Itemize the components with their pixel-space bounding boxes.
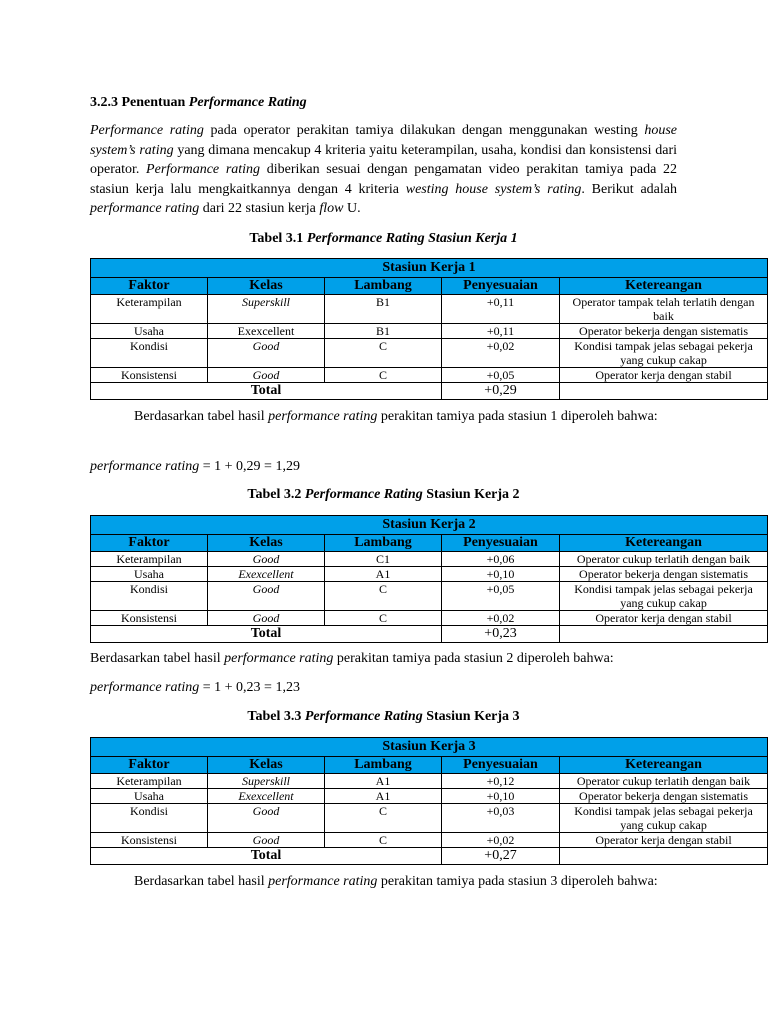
italic-term: performance rating — [90, 201, 200, 216]
column-header: Kelas — [208, 278, 325, 295]
column-header: Lambang — [325, 757, 442, 774]
kelas-cell: Good — [208, 339, 325, 368]
text-run: U. — [343, 201, 361, 216]
section-title: Performance Rating — [188, 95, 307, 110]
penyesuaian-cell: +0,05 — [442, 582, 560, 611]
penyesuaian-cell: +0,11 — [442, 324, 560, 339]
intro-paragraph — [90, 121, 677, 219]
keterangan-cell: Operator kerja dengan stabil — [560, 611, 768, 626]
lambang-cell: C — [325, 582, 442, 611]
faktor-cell: Keterampilan — [91, 774, 208, 789]
text-run: dari 22 stasiun kerja — [199, 201, 320, 216]
text-run: perakitan tamiya pada stasiun 3 diperoleh bahwa: — [377, 874, 658, 889]
table-header-row — [91, 757, 768, 774]
lambang-cell: A1 — [325, 567, 442, 582]
kelas-cell: Good — [208, 582, 325, 611]
faktor-cell: Usaha — [91, 789, 208, 804]
station-header: Stasiun Kerja 2 — [91, 516, 768, 535]
total-value: +0,29 — [442, 383, 560, 400]
table-title-row — [91, 738, 768, 757]
faktor-cell: Keterampilan — [91, 295, 208, 324]
table-row — [91, 567, 768, 582]
total-empty — [560, 848, 768, 865]
faktor-cell: Kondisi — [91, 339, 208, 368]
table-row — [91, 552, 768, 567]
keterangan-cell: Operator cukup terlatih dengan baik — [560, 552, 768, 567]
italic-term: performance rating — [224, 651, 334, 666]
table-row — [91, 368, 768, 383]
table-header-row — [91, 535, 768, 552]
column-header: Faktor — [91, 757, 208, 774]
faktor-cell: Kondisi — [91, 582, 208, 611]
kelas-cell: Exexcellent — [208, 324, 325, 339]
text-run: perakitan tamiya pada stasiun 2 diperoleh bahwa: — [333, 651, 614, 666]
keterangan-cell: Operator kerja dengan stabil — [560, 368, 768, 383]
table-row — [91, 611, 768, 626]
performance-table-3 — [90, 737, 768, 865]
keterangan-cell: Kondisi tampak jelas sebagai pekerja yang cukup cakap — [560, 582, 768, 611]
table-row — [91, 295, 768, 324]
kelas-cell: Superskill — [208, 295, 325, 324]
table-row — [91, 774, 768, 789]
table-header-row — [91, 278, 768, 295]
column-header: Kelas — [208, 757, 325, 774]
penyesuaian-cell: +0,10 — [442, 789, 560, 804]
lambang-cell: C — [325, 833, 442, 848]
total-row — [91, 383, 768, 400]
italic-term: flow — [319, 201, 344, 216]
faktor-cell: Konsistensi — [91, 611, 208, 626]
kelas-cell: Exexcellent — [208, 567, 325, 582]
text-run: Berdasarkan tabel hasil — [90, 651, 225, 666]
text-run: . Berikut adalah — [581, 181, 677, 197]
kelas-cell: Exexcellent — [208, 789, 325, 804]
table-title-row — [91, 516, 768, 535]
section-heading — [90, 94, 307, 112]
lambang-cell: C — [325, 804, 442, 833]
total-value: +0,23 — [442, 626, 560, 643]
text-run: Berdasarkan tabel hasil — [134, 874, 269, 889]
total-row — [91, 626, 768, 643]
kelas-cell: Good — [208, 368, 325, 383]
lambang-cell: B1 — [325, 295, 442, 324]
kelas-cell: Good — [208, 611, 325, 626]
italic-term: Performance rating — [146, 162, 261, 177]
faktor-cell: Konsistensi — [91, 833, 208, 848]
column-header: Lambang — [325, 278, 442, 295]
table-title-row — [91, 259, 768, 278]
formula-2: performance rating = 1 + 0,23 = 1,23 — [90, 680, 300, 695]
table-row — [91, 324, 768, 339]
total-label: Total — [91, 848, 442, 865]
column-header: Faktor — [91, 278, 208, 295]
keterangan-cell: Operator bekerja dengan sistematis — [560, 567, 768, 582]
text-run: yang dimana mencakup 4 kriteria yaitu keterampilan, usaha, kondisi dan konsistensi dari operator. — [90, 142, 678, 177]
faktor-cell: Kondisi — [91, 804, 208, 833]
italic-term: westing house system’s rating — [405, 181, 582, 197]
kelas-cell: Good — [208, 552, 325, 567]
penyesuaian-cell: +0,06 — [442, 552, 560, 567]
station-header: Stasiun Kerja 1 — [91, 259, 768, 278]
lambang-cell: C1 — [325, 552, 442, 567]
column-header: Ketereangan — [560, 757, 768, 774]
table-row — [91, 789, 768, 804]
total-empty — [560, 383, 768, 400]
penyesuaian-cell: +0,12 — [442, 774, 560, 789]
total-label: Total — [91, 626, 442, 643]
kelas-cell: Good — [208, 833, 325, 848]
italic-term: house system’s rating — [90, 123, 677, 158]
after-paragraph-3 — [90, 872, 677, 892]
lambang-cell: A1 — [325, 774, 442, 789]
total-value: +0,27 — [442, 848, 560, 865]
faktor-cell: Keterampilan — [91, 552, 208, 567]
keterangan-cell: Operator cukup terlatih dengan baik — [560, 774, 768, 789]
penyesuaian-cell: +0,10 — [442, 567, 560, 582]
table-row — [91, 804, 768, 833]
table-row — [91, 339, 768, 368]
keterangan-cell: Kondisi tampak jelas sebagai pekerja yang cukup cakap — [560, 804, 768, 833]
text-run: diberikan sesuai dengan pengamatan video perakitan tamiya pada 22 stasiun kerja lalu mengkaitkannya dengan 4 kriteria — [90, 162, 677, 197]
table-caption-3: Tabel 3.3 Performance Rating Stasiun Kerja 3 — [247, 709, 520, 724]
column-header: Penyesuaian — [442, 278, 560, 295]
table-row — [91, 582, 768, 611]
keterangan-cell: Kondisi tampak jelas sebagai pekerja yang cukup cakap — [560, 339, 768, 368]
keterangan-cell: Operator bekerja dengan sistematis — [560, 789, 768, 804]
column-header: Faktor — [91, 535, 208, 552]
faktor-cell: Usaha — [91, 567, 208, 582]
kelas-cell: Good — [208, 804, 325, 833]
column-header: Ketereangan — [560, 278, 768, 295]
lambang-cell: B1 — [325, 324, 442, 339]
penyesuaian-cell: +0,02 — [442, 833, 560, 848]
text-run: Berdasarkan tabel hasil — [134, 409, 269, 424]
column-header: Ketereangan — [560, 535, 768, 552]
penyesuaian-cell: +0,11 — [442, 295, 560, 324]
after-paragraph-2 — [90, 649, 677, 669]
italic-term: performance rating — [268, 409, 378, 424]
lambang-cell: C — [325, 339, 442, 368]
penyesuaian-cell: +0,03 — [442, 804, 560, 833]
italic-term: Performance rating — [90, 123, 204, 138]
italic-term: performance rating — [268, 874, 378, 889]
text-run: pada operator perakitan tamiya dilakukan dengan menggunakan westing — [203, 123, 645, 138]
table-caption-2: Tabel 3.2 Performance Rating Stasiun Kerja 2 — [247, 487, 520, 502]
total-label: Total — [91, 383, 442, 400]
total-empty — [560, 626, 768, 643]
keterangan-cell: Operator bekerja dengan sistematis — [560, 324, 768, 339]
keterangan-cell: Operator tampak telah terlatih dengan baik — [560, 295, 768, 324]
after-paragraph-1 — [90, 407, 677, 427]
penyesuaian-cell: +0,02 — [442, 339, 560, 368]
performance-table-2 — [90, 515, 768, 643]
section-number: 3.2.3 Penentuan — [90, 95, 189, 110]
column-header: Kelas — [208, 535, 325, 552]
lambang-cell: C — [325, 611, 442, 626]
performance-table-1 — [90, 258, 768, 400]
penyesuaian-cell: +0,02 — [442, 611, 560, 626]
penyesuaian-cell: +0,05 — [442, 368, 560, 383]
table-caption-1: Tabel 3.1 Performance Rating Stasiun Kerja 1 — [249, 231, 518, 246]
faktor-cell: Konsistensi — [91, 368, 208, 383]
text-run: perakitan tamiya pada stasiun 1 diperoleh bahwa: — [377, 409, 658, 424]
faktor-cell: Usaha — [91, 324, 208, 339]
table-row — [91, 833, 768, 848]
lambang-cell: C — [325, 368, 442, 383]
column-header: Lambang — [325, 535, 442, 552]
kelas-cell: Superskill — [208, 774, 325, 789]
keterangan-cell: Operator kerja dengan stabil — [560, 833, 768, 848]
station-header: Stasiun Kerja 3 — [91, 738, 768, 757]
lambang-cell: A1 — [325, 789, 442, 804]
column-header: Penyesuaian — [442, 535, 560, 552]
column-header: Penyesuaian — [442, 757, 560, 774]
total-row — [91, 848, 768, 865]
formula-1: performance rating = 1 + 0,29 = 1,29 — [90, 459, 300, 474]
